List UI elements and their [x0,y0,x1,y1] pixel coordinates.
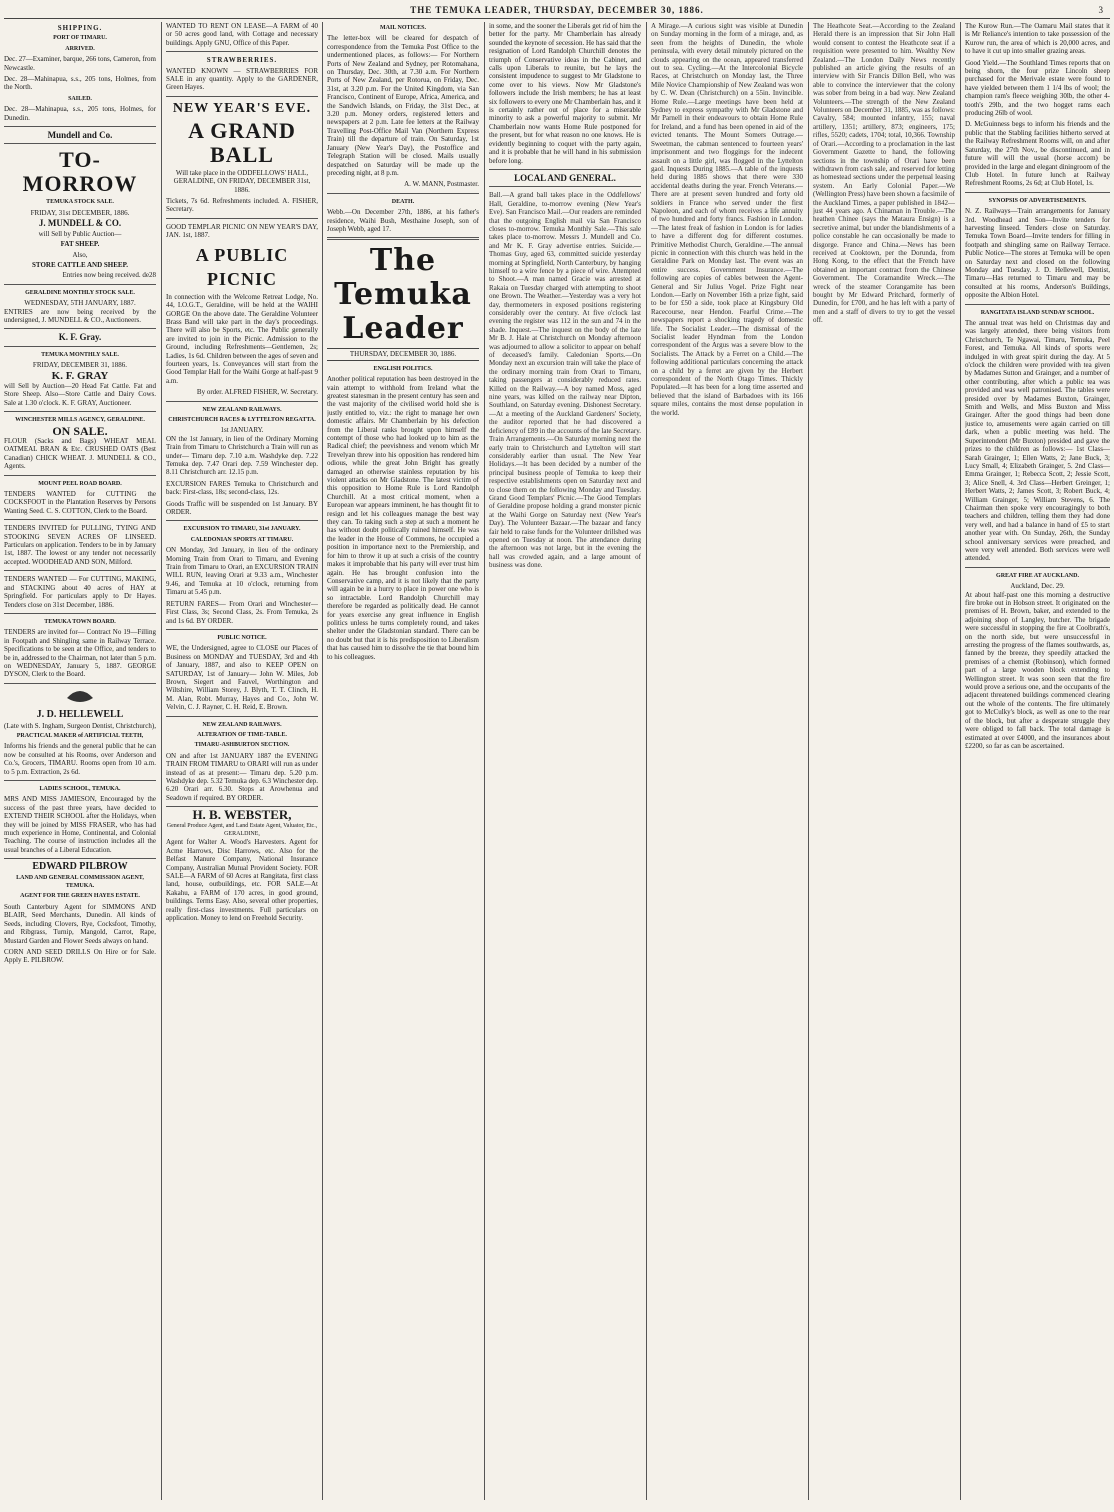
gray-name: K. F. GRAY [51,369,109,382]
races-body: ON the 1st January, in lieu of the Ordinary Morning Train from Timaru to Christchurch a Train will run as under— Timaru dep. 7.10 a.m. Washdyke dep. 7.22 Temuka dep. 7.47 Orari dep. 7.59 Winchester dep. 8.11 Christchurch arr. 12.15 p.m. [166,434,318,477]
on-sale-items: FLOUR (Sacks and Bags) WHEAT MEAL OATMEAL BRAN & Etc. CRUSHED OATS (Best Canadian) CHICK WHEAT. J. MUNDELL & CO., Agents. [4,437,156,471]
column-5 [651,22,803,1500]
gray-sale-date: FRIDAY, DECEMBER 31, 1886. [32,361,128,370]
pilbrow-seeds: South Canterbury Agent for SIMMONS AND BLAIR, Seed Merchants, Dunedin. All kinds of Seeds, including Clovers, Rye, Cocksfoot, Timothy, and Ribgrass, Turnip, Mangold, Carrot, Rape, Mustard Garden and Flower Seeds always on hand. [4,902,156,945]
caledonian-heading: CALEDONIAN SPORTS AT TIMARU. [190,536,294,543]
politics-body: Another political reputation has been destroyed in the vain attempt to withhold from Ireland what the greatest statesman in the present century has seen and the vast majority of the civilised world hold she is justly entitled to, viz.: the right to manage her own domestic affairs. Mr Chamberlain by his defection from the Liberal ranks brought upon himself the contempt of those who had looked up to him as the Radical chief; the peevishness and venom which Mr Trevelyan threw into his opposition has rendered him odious, while the great John Bright has greatly damaged an otherwise stainless reputation by his violent attacks on Mr Gladstone. The latest victim of this opposition to Home Rule is Lord Randolph Churchill. At a most critical moment, when a European war appears imminent, he has thought fit to resign and let his colleagues manage the best way they can. To taking such a step at such a moment he has without doubt politically ruined himself. He was the leader in the House of Commons, he occupied a position in importance next to the Premiership, and for him to throw it up at such a crisis of the country makes it improbable that his party will ever trust him again. He has brought confusion into the Conservative camp, and it is not likely that the party will again be in a hurry to place in power one who is so intractable. Lord Randolph Churchill may therefore be regarded as politically dead. He cannot for years exercise any great influence in English politics unless he turns completely round, and takes shelter under the Gladstonian standard. There can be no doubt but that it is his predisposition to Liberalism that has caused him to dissolve the tie that bound him to his colleagues. [327,375,479,661]
picnic-intro: GOOD TEMPLAR PICNIC ON NEW YEAR'S DAY, JAN. 1st, 1887. [166,222,318,240]
geraldine-sale-date: WEDNESDAY, 5TH JANUARY, 1887. [24,299,136,308]
column-1 [4,22,156,1500]
local-general-heading: LOCAL AND GENERAL. [514,172,616,183]
tomorrow-heading: TO-MORROW [22,147,138,197]
pilbrow-corn: CORN AND SEED DRILLS On Hire or for Sale. Apply E. PILBROW. [4,947,156,965]
politics-continued: in some, and the sooner the Liberals get rid of him the better for the party. Mr Chamberlain has already sounded the keynote of secession. He has said that the resignation of Lord Randolph Churchill denotes the triumph of Conservative ideas in the Cabinet, and calls upon Liberals to reunite, but he lays the consistent impudence to suggest to Mr Gladstone to come over to his views. Now Mr Gladstone's followers include the Irish members; he has at least six followers to every one Mr Chamberlain has, and it is certainly rather out of place for a miserable minority to ask a powerful majority to submit. Mr Chamberlain now wants Home Rule postponed for the present, but for what reason no one knows. He is evidently beginning to coquet with the party again, and it is probable that he will hand in his submission before long. [489,22,641,165]
picnic-signature: By order. ALFRED FISHER, W. Secretary. [196,388,318,397]
politics-heading: ENGLISH POLITICS. [373,365,433,372]
tenders-pulling: TENDERS INVITED for PULLING, TYING AND STOOKING SEVEN ACRES OF LINSEED. Particulars on application. Tenders to be in by January 1st, 1887. The lowest or any tender not necessarily accepted. WOODHEAD AND SON, Milford. [4,524,156,566]
pilbrow-agent: AGENT FOR THE GREEN HAYES ESTATE. [20,893,140,900]
teeth-icon [65,688,95,706]
stock-sale-date: FRIDAY, 31st DECEMBER, 1886. [30,208,130,217]
gray-heading: K. F. Gray. [58,332,102,343]
column-6 [813,22,955,1500]
column-3 [327,22,479,1500]
fire-body: At about half-past one this morning a destructive fire broke out in Hobson street. It originated on the premises of H. Brown, baker, and extended to the adjoining shop of Langley, butcher. The brigade were successful in stopping the fire at Coolbrath's, on the north side, but were unsuccessful in arresting the progress of the flames southwards, as, fanned by the breeze, they speedily attacked the premises of a chemist (Robinson), which formed part of a large wooden block extending to Wellington street. It was soon seen that the fire would prove a serious one, and the occupants of the adjacent threatened buildings commenced clearing out the whole of the contents. The fire ultimately got to McCulky's block, as well as one to the rear of the block, but after a desperate struggle they were obliged to fall back. The total damage is estimated at over £4000, and the insurances about £2200, so far as can be ascertained. [965,590,1110,750]
arrival-2: Dec. 28—Mahinapua, s.s., 205 tons, Holmes, from the North. [4,75,156,92]
nzr-heading: NEW ZEALAND RAILWAYS. [202,406,282,413]
ladies-school-heading: LADIES SCHOOL, TEMUKA. [39,786,121,792]
on-sale-heading: ON SALE. [52,423,108,438]
excursion-heading: EXCURSION TO TIMARU, 31st JANUARY. [183,526,301,533]
page-header [4,4,1110,19]
excursion-fares: EXCURSION FARES Temuka to Christchurch and back: First-class, 18s; second-class, 12s. [166,479,318,497]
picnic-body: In connection with the Welcome Retreat Lodge, No. 44, I.O.G.T., Geraldine, will be held at the WAIHI GORGE On the above date. The Geraldine Volunteer Brass Band will take part in the day's proceedings. There will also be Sports, etc. The Public generally are invited to join in the Picnic. Admission to the Ground, including Refreshments—Gentlemen, 2s; Ladies, 1s 6d. Children between the ages of seven and fourteen years, 1s. Conveyances will start from the Good Templar Hall for the Waihi Gorge at half-past 9 a.m. [166,292,318,385]
mail-notices-body: The letter-box will be cleared for despatch of correspondence from the Temuka Post Office to the undermentioned places, as follows:— For Northern Ports of New Zealand and Sydney, per Rotomahana, on Thursday, Dec. 30th, at 7.30 a.m. For Northern Ports of New Zealand, per Rotorua, on Friday, Dec. 31st, at 3.20 p.m. For the United Kingdom, via San Francisco, Continent of Europe, Africa, America, and the Sandwich Islands, on Friday, the 31st Dec., at 3.20 p.m. Money orders, registered letters and newspapers at 2 p.m. Late fee letters at the Railway Travelling Post-Office Mail Van (Northern Express Train) till the departure of train. On Saturday, 1st January (New Year's Day), the Postoffice and Telegraph Station will be closed. Mails usually despatched on Saturday will be made up the preceding night, at 8 p.m. [327,34,479,177]
wanted-rent: WANTED TO RENT ON LEASE—A FARM of 40 or 50 acres good land, with Cottage and necessary buildings. Apply GNU, Office of this Paper. [166,22,318,47]
peel-road-body: TENDERS WANTED for CUTTING the COCKSFOOT in the Plantation Reserves by Persons Wanting Seed. C. S. COTTON, Clerk to the Board. [4,490,156,515]
fire-dateline: Auckland, Dec. 29. [1010,582,1065,591]
synopsis-heading: SYNOPSIS OF ADVERTISEMENTS. [988,197,1087,204]
local-general-body: Ball.—A grand ball takes place in the Oddfellows' Hall, Geraldine, to-morrow evening (New Year's Eve). San Francisco Mail.—Our readers are reminded that the outgoing English mail via San Francisco closes to-morrow. Temuka Monthly Sale.—This sale takes place to-morrow. Messrs J. Mundell and Co. and Mr K. F. Gray advertise entries. Suicide.—Thomas Guy, aged 63, committed suicide yesterday morning at Springfield, North Canterbury, by hanging himself to a wire fence by a piece of wire. Attempted to Shoot.—A man named Gracie was arrested at Rakaia on Tuesday charged with attempting to shoot one Brown. The Weather.—Yesterday was a very hot day, thermometers in exposed positions registering considerably over the century. At five o'clock last evening the register was 112 in the sun and 74 in the shade. Inquest.—The inquest on the body of the late Mr B. J. Hale at Christchurch on Monday afternoon was adjourned to allow a solicitor to appear on behalf of deceased's family. Caledonian Sports.—On Monday next an excursion train will take the place of the ordinary morning train from Orari to Timaru, taking passengers at considerably reduced rates. Killed on the Railway.—A boy named Moss, aged nine years, was killed on the railway near Dipton, Southland, on Saturday evening. Dishonest Secretary.—At a meeting of the Auckland Gardeners' Society, the auditor reported that he had discovered a deficiency of £89 in the accounts of the late Secretary. Train Arrangements.—On Saturday morning next the early train to Christchurch and Lyttelton will start considerably earlier than usual. The New Year Holidays.—It has been decided by a number of the principal business people of Temuka to keep their respective establishments open on Saturday next and to close them on the following Monday and Tuesday. Grand Good Templars' Picnic.—The Good Templars of Geraldine propose holding a grand monster picnic at the Waihi Gorge on Saturday next (New Year's Day). The Volunteer Bazaar.—The bazaar and fancy fair held to raise funds for the Volunteer drillshed was opened on Tuesday at noon. The attendance during the afternoon was not large, but in the evening the hall was crowded again, and a large amount of business was done. [489,191,641,570]
races-date: 1st JANUARY. [220,426,264,435]
mundell-heading: Mundell and Co. [47,130,113,141]
public-notice-body: WE, the Undersigned, agree to CLOSE our Places of Business on MONDAY and TUESDAY, 3rd and 4th of January, 1887, and also to KEEP OPEN on SATURDAY, 1st of January— John W. Miles, Job Brown, Siegert and Fauvel, Worthington and Wiltshire, William Storey, J. Blyth, T. T. Clinch, H. M. Alan, Robt. Murray, Hayes and Co., John W. Velvin, C. J. Rayner, C. H. Reid, E. Brown. [166,644,318,712]
good-yield: Good Yield.—The Southland Times reports that on being shorn, the four prize Lincoln sheep purchased for the Merivale estate were found to have yielded between them 1 1/4 lbs of wool; the champion ram's fleece weighing 30lb, the other 4-tooth's 29lb, and the two hogget rams each producing 26lb of wool. [965,58,1110,118]
shipping-heading: SHIPPING. [57,24,103,32]
tenders-hay: TENDERS WANTED — For CUTTING, MAKING, and STACKING about 40 acres of HAY at Springfield. For particulars apply to Dr Hayes. Tenders close on 31st December, 1886. [4,575,156,609]
grand-ball-body: Will take place in the ODDFELLOWS' HALL, GERALDINE, ON FRIDAY, DECEMBER 31st, 1886. [173,168,311,194]
store-cattle: STORE CATTLE AND SHEEP. [32,260,128,269]
death-heading: DEATH. [391,198,415,205]
webster-title: General Produce Agent, and Land Estate Agent, Valuator, Etc., GERALDINE, [166,822,318,838]
hellewell-body: Informs his friends and the general public that he can now be consulted at his Rooms, over Anderson and Co.'s, Grocers, TIMARU. Rooms open from 10 a.m. to 5 p.m. Extraction, 2s 6d. [4,742,156,776]
arrived-heading: ARRIVED. [65,45,95,52]
header-title: THE TEMUKA LEADER, THURSDAY, DECEMBER 30, 1886. [410,5,704,15]
newspaper-page [4,4,1110,1504]
ashburton-body: ON and after 1st JANUARY 1887 the EVENING TRAIN FROM TIMARU to ORARI will run as under instead of as at present:— Timaru dep. 5.20 p.m. Washdyke dep. 5.32 Temuka dep. 6.3 Winchester dep. 6.20 Orari arr. 6.30. Stops at Arowhenua and Seadown if required. BY ORDER. [166,751,318,802]
pilbrow-title: LAND AND GENERAL COMMISSION AGENT, TEMUKA. [16,874,144,890]
webster-name: H. B. WEBSTER, [192,807,292,823]
town-board-heading: TEMUKA TOWN BOARD. [44,618,116,625]
temuka-monthly-heading: TEMUKA MONTHLY SALE. [41,351,119,358]
mail-notices-heading: MAIL NOTICES. [379,25,426,31]
public-picnic-heading: A PUBLIC PICNIC [195,244,289,289]
sailed-heading: SAILED. [68,95,92,102]
geraldine-sale-body: ENTRIES are now being received by the undersigned, J. MUNDELL & CO., Auctioneers. [4,307,156,324]
also-text: Also, [72,250,88,259]
strawberries-heading: STRAWBERRIES. [206,56,278,65]
return-fares: RETURN FARES— From Orari and Winchester—First Class, 3s; Second Class, 2s. From Temuka, 2s and 1s 6d. BY ORDER. [166,599,318,625]
arrival-1: Dec. 27—Examiner, barque, 266 tons, Cameron, from Newcastle. [4,55,156,72]
alteration-heading: ALTERATION OF TIME-TABLE. [197,731,287,738]
hellewell-title: PRACTICAL MAKER of ARTIFICIAL TEETH, [16,732,144,739]
column-2 [166,22,318,1500]
grand-ball-tickets: Tickets, 7s 6d. Refreshments included. A. FISHER, Secretary. [166,197,318,214]
fat-sheep: FAT SHEEP. [60,240,100,249]
news-items-5: A Mirage.—A curious sight was visible at Dunedin on Sunday morning in the form of a mirage, and, as seen from the heights of Dunedin, the whole peninsula, with every detail minutely pictured on the clouds appearing on the ocean, appeared transferred out to sea. Cycling.—At the Intercolonial Bicycle Races, at Christchurch on Monday last, the Three Mile Novice Championship of New Zealand was won by C. W. Dean (Christchurch) on a 55in. Invincible. Home Rule.—Large meetings have been held at Sydney to express sympathy with Mr Gladstone and Mr Parnell in their endeavours to obtain Home Rule for Ireland, and a fund has been opened in aid of the evicted tenants. The Mount Somers Outrage.—Sweetman, the cabman sentenced to fourteen years' imprisonment and two floggings for the indecent assault on a little girl, was flogged in the Lyttelton gaol. Inquests During 1885.—A table of the inquests held during 1885 shows that there were 330 accidental deaths during the year. French Veterans.—There are at present seven hundred and forty old soldiers in France who served under the first Napoleon, and each of whom receives a life annuity of two hundred and forty francs. Fashion in London.—The latest freak of fashion in London is for ladies to have a different dog for different costumes. Primitive Methodist Church, Geraldine.—The annual picnic in connection with this church was held in the Geraldine Park on Monday last. The event was an entire success. Government Insurance.—The following are copies of cables between the Agent-General and Sir Julius Vogel. Prize Fight near London.—Early on November 16th a prize fight, said to be for £50 a side, took place at Kingsbury Old Racecourse, near Hendon. Fearful Crime.—The newspapers report a shocking tragedy of domestic life. The Socialist Leader.—The dismissal of the Socialist leader Hyndman from the London correspondent of the Argus was a severe blow to the Socialists. The Attack by a Ferret on a Child.—The following additional particulars concerning the attack on a child by a ferret are given by the Herbert correspondent of the North Otago Times. Thickly Populated.—It has been for a long time asserted and believed that the island of Barbadoes with its 166 square miles, contains the most dense population in the world. [651,22,803,417]
strawberries-body: WANTED KNOWN — STRAWBERRIES FOR SALE in any quantity. Apply to the GARDENER, Green Hayes. [166,66,318,92]
masthead: The Temuka Leader [334,243,472,347]
nzr-heading-2: NEW ZEALAND RAILWAYS. [202,721,282,728]
port-heading: PORT OF TIMARU. [53,35,107,42]
synopsis-body: N. Z. Railways—Train arrangements for January 3rd. Woodhead and Son—Invite tenders for harvesting linseed. Tenders close on Saturday. Temuka Town Board—Invite tenders for filling in footpath and shingling same on Railway Terrace. Public Notice—The stores at Temuka will be open on Saturday next and closed on the following Monday and Tuesday. J. D. Hellewell, Dentist, Timaru—Has returned to Timaru and may be consulted at his rooms, Anderson's Buildings, opposite the Albion Hotel. [965,207,1110,300]
rangitata-body: The annual treat was held on Christmas day and was largely attended, there being visitors from Christchurch, Te Ngawai, Timaru, Temuka, Peel Forest, and Temuka. All kinds of sports were indulged in with great spirit during the day. At 5 o'clock the children were provided with tea given by Madames Sutton and Grainger, and a number of other contributing, after which a public tea was provided and was well patronised. The tables were presided over by Madames Buxton, Grainger, Smith and Wells, and Miss Buxton and Miss Grainger. After the good things had been done justice to, amusements were again carried on till dark, when a public meeting was held. The Superintendent (Mr Buxton) presided and gave the prizes to the children as follows:— 1st Class—Sarah Grainger, 1; Ellen Watts, 2; Jane Buck, 3; Lucy Small, 4; Elizabeth Grainger, 5. 2nd Class—Emma Grainger, 1; Rebecca Scott, 2; Jessie Scott, 3; Alice Snell, 4. 3rd Class—Herbert Greinger, 1; Herbert Watts, 2; James Scott, 3; Robert Buck, 4; William Grainger, 5; William Stevens, 6. The Chairman then spoke very encouragingly to both teachers and children, telling them they had done very well, and had a balance in hand of £5 to start another year with. On Sunday, 26th, the Sunday school anniversary services were preached, and were very well attended. Both services were well attended. [965,319,1110,563]
ladies-school-body: MRS AND MISS JAMIESON, Encouraged by the success of the past three years, have decided to EXTEND THEIR SCHOOL after the Holidays, when they will be joined by MISS FRASER, who has had much experience in Home, Continental, and Colonial Teaching. The course of instruction includes all the usual branches of a Liberal Education. [4,795,156,854]
column-7 [965,22,1110,1500]
sell-by-auction: will Sell by Public Auction— [38,229,122,238]
death-body: Webb.—On December 27th, 1886, at his father's residence, Waihi Bush, Mesthaine Joseph, son of Joseph Webb, aged 17. [327,208,479,233]
town-board-body: TENDERS are invited for— Contract No 19—Filling in Footpath and Shingling same in Railway Terrace. Specifications to be seen at the Office, and tenders to be in, addressed to the Chairman, not later than 5 p.m. on WEDNESDAY, January 5, 1887. GEORGE DYSON, Clerk to the Board. [4,628,156,679]
kurow-run: The Kurow Run.—The Oamaru Mail states that it is Mr Reliance's intention to take possession of the Kurow run, the area of which is 20,000 acres, and to have it cut up into smaller grazing areas. [965,22,1110,56]
mail-signature: A. W. MANN, Postmaster. [404,180,479,189]
webster-body: Agent for Walter A. Wood's Harvesters. Agent for Acme Harrows, Disc Harrows, etc. Also for the Belfast Manure Company, National Insurance Company, Australian Mutual Provident Society. FOR SALE—A FARM of 60 Acres at Rangitata, first class land, house, outbuildings, etc. FOR SALE—At Kakahu, a FARM of 170 acres, in good ground, buildings. Terms Easy. Also, several other properties, really first-class investments. Full particulars on application. Money to lend on Freehold Security. [166,838,318,923]
hellewell-name: J. D. HELLEWELL [36,709,124,721]
mundell-name: J. MUNDELL & CO. [38,218,122,229]
fire-heading: GREAT FIRE AT AUCKLAND. [996,572,1079,579]
rangitata-heading: RANGITATA ISLAND SUNDAY SCHOOL. [980,309,1095,316]
grand-ball-heading: A GRAND BALL [188,117,296,167]
ashburton-heading: TIMARU-ASHBURTON SECTION. [194,742,290,749]
dental-emblem [4,688,156,708]
dateline: THURSDAY, DECEMBER 30, 1886. [327,348,479,360]
mcguinness-notice: D. McGuinness begs to inform his friends and the public that the Stabling facilities hitherto served at the Railway Refreshment Rooms will, on and after Saturday, the 27th Nov., be discontinued, and in future will will the usual (horse accom) be provided in the large and elegant diningroom of the Club Hotel. In future lunch at Railway Refreshment Rooms, 2s 6d; at Club Hotel, 1s. [965,120,1110,188]
page-number: 3 [1098,5,1104,15]
pilbrow-name: EDWARD PILBROW [32,861,128,873]
geraldine-sale-heading: GERALDINE MONTHLY STOCK SALE. [25,289,135,296]
races-heading: CHRISTCHURCH RACES & LYTTELTON REGATTA. [168,416,316,423]
public-notice-heading: PUBLIC NOTICE. [217,634,267,641]
winchester-heading: WINCHESTER MILLS AGENCY, GERALDINE. [15,417,145,424]
stock-sale-title: TEMUKA STOCK SALE. [46,199,114,206]
sailing-1: Dec. 28—Mahinapua, s.s., 205 tons, Holmes, for Dunedin. [4,105,156,122]
hellewell-subtitle: (Late with S. Ingham, Surgeon Dentist, Christchurch), [4,721,156,730]
news-items-6: The Heathcote Seat.—According to the Zealand Herald there is an impression that Sir John Hall would consent to contest the Heathcote seat if a requisition were presented to him. Wealthy New Zealand.—The London Daily News recently published an article giving the results of an interview with Sir Francis Dillon Bell, who was able to convince the interviewer that the colony was sober from being in a bad way. New Zealand Volunteers.—The strength of the New Zealand Volunteers on December 31, 1885, was as follows: Cavalry, 584; mounted infantry, 155; naval artillery, 1351; artillery, 873; engineers, 175; rifles, 5520; cadets, 1704; total, 10,366. Township of Orari.—According to a proclamation in the last Government Gazette to hand, the following sections in the township of Orari have been withdrawn from cash sale, and reserved for letting as homestead sections under the perpetual leasing system. An Early Colonial Paper.—We (Wellington Press) have been shown a facsimile of the Auckland Times, a paper published in 1842—just 44 years ago. A Chinaman in Trouble.—The heathen Chinee (says the Mataura Ensign) is a secretive animal, but under the blandishments of a police constable he can occasionally be made to disgorge. France and China.—News has been received at Cooktown, per the Dorunda, from Hong Kong, to the effect that the French have obtained an important contract from the Chinese Government. The Coramandite Wreck.—The wreck of the steamer Corangamite has been bought by Mr Edward Pritchard, formerly of Dunedin, for £700, and he has left with a party of men and a staff of divers to try to get the vessel off. [813,22,955,325]
peel-road-heading: MOUNT PEEL ROAD BOARD. [38,480,122,487]
caledonian-body: ON Monday, 3rd January, in lieu of the ordinary Morning Train from Orari to Timaru, and Evening Train from Timaru to Orari, an EXCURSION TRAIN WILL RUN, leaving Orari at 9.33 a.m., Winchester 9.46, and Temuka at 10 o'clock, returning from Timaru at 5.45 p.m. [166,546,318,597]
goods-traffic: Goods Traffic will be suspended on 1st January. BY ORDER. [166,499,318,517]
column-4 [489,22,641,1500]
gray-body: will Sell by Auction—20 Head Fat Cattle. Fat and Store Sheep. Also—Store Cattle and Dairy Cows. Sale at 1.30 o'clock. K. F. GRAY, Auctioneer. [4,381,156,407]
entries-text: Entries now being received. de28 [62,271,156,280]
new-years-eve-heading: NEW YEAR'S EVE. [172,100,312,116]
